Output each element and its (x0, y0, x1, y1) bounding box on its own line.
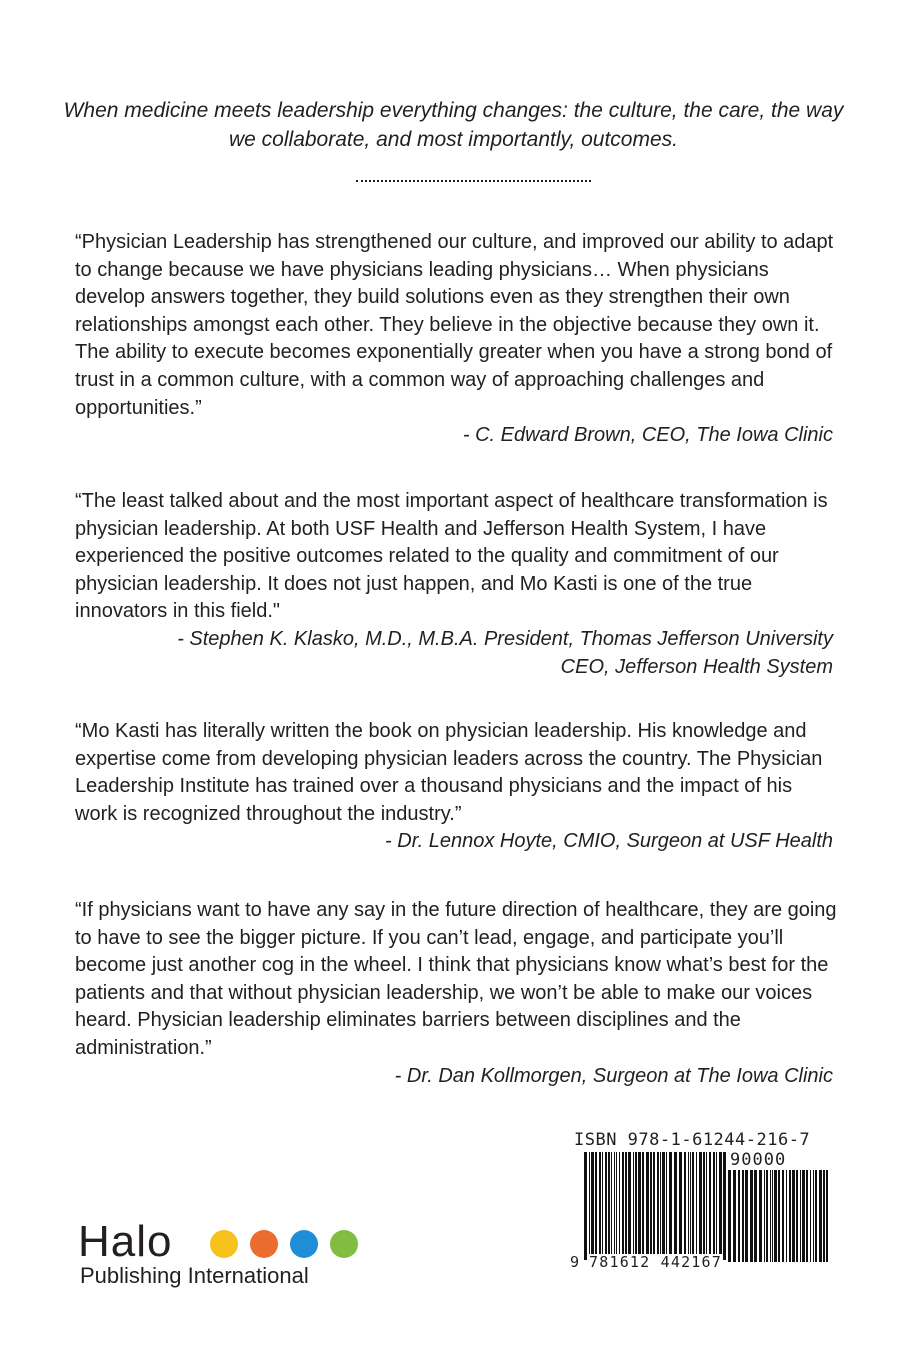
barcode-bar (690, 1152, 691, 1260)
barcode-bar (754, 1170, 757, 1262)
barcode-bar (819, 1170, 822, 1262)
publisher-name: Halo (78, 1217, 173, 1266)
barcode-bar (750, 1170, 753, 1262)
barcode-bar (684, 1152, 686, 1260)
barcode-bar (823, 1170, 825, 1262)
barcode-bar (589, 1152, 590, 1260)
barcode-bar (778, 1170, 780, 1262)
barcode-bar (608, 1152, 610, 1260)
barcode-bar (650, 1152, 652, 1260)
barcode-bar (622, 1152, 624, 1260)
addon-barcode-bars-icon (728, 1170, 828, 1262)
testimonial-text: “If physicians want to have any say in the future direction of healthcare, they are going to have to see the bigger picture. If you can’t lead, engage, and participate you’ll become just another cog in the wheel. I think that physicians know what’s best for the patients and that without physician leadership, we won’t be able to make our voices heard. Physician leadership eliminates barriers between disciplines and the administration.” (75, 899, 837, 1059)
ean-digits: 781612 442167 (589, 1253, 722, 1271)
price-code: 90000 (730, 1150, 787, 1170)
testimonial-attribution: - C. Edward Brown, CEO, The Iowa Clinic (462, 424, 833, 447)
barcode-bar (796, 1170, 798, 1262)
barcode-bar (813, 1170, 814, 1262)
barcode-bar (605, 1152, 607, 1260)
barcode-bar (759, 1170, 762, 1262)
testimonial-text: “Physician Leadership has strengthened our culture, and improved our ability to adapt to change because we have physicians leading physicians… When physicians develop answers together, they build solutions even as they strengthen their own relationships amongst each other. They believe in the objective because they own it. The ability to execute becomes exponentially greater when you have a strong bond of trust in a common culture, with a common way of approaching challenges and opportunities.” (75, 231, 834, 419)
tagline: When medicine meets leadership everything changes: the culture, the care, the way we collaborate, and most importantly, outcomes. (63, 99, 844, 151)
testimonial-attribution: - Dr. Lennox Hoyte, CMIO, Surgeon at USF Health (385, 830, 833, 853)
barcode-bar (723, 1152, 726, 1260)
testimonial-1 (75, 229, 837, 450)
dotted-divider (356, 180, 591, 182)
barcode-bar (660, 1152, 661, 1260)
barcode-bar (772, 1170, 773, 1262)
barcode-bar (688, 1152, 689, 1260)
publisher-logo (78, 1218, 378, 1290)
testimonial-text: “Mo Kasti has literally written the book on physician leadership. His knowledge and expertise come from developing physician leaders across the country. The Physician Leadership Institute has trained over a thousand physicians and the impact of his work is recognized throughout the industry.” (75, 720, 823, 825)
barcode-bar (614, 1152, 615, 1260)
barcode-bar (782, 1170, 784, 1262)
isbn-barcode (570, 1130, 832, 1270)
barcode-bar (646, 1152, 649, 1260)
barcode-bar (599, 1152, 601, 1260)
testimonial-attribution-line2: CEO, Jefferson Health System (560, 655, 833, 678)
barcode-bar (716, 1152, 717, 1260)
barcode-bar (616, 1152, 617, 1260)
barcode-bar (733, 1170, 736, 1262)
barcode-bar (679, 1152, 682, 1260)
barcode-bar (774, 1170, 777, 1262)
isbn-label: ISBN 978-1-61244-216-7 (574, 1130, 811, 1150)
testimonial-3 (75, 718, 837, 856)
barcode-bar (792, 1170, 795, 1262)
barcode-bar (770, 1170, 771, 1262)
ean-first-digit: 9 (570, 1253, 580, 1271)
barcode-bar (713, 1152, 715, 1260)
barcode-bar (619, 1152, 620, 1260)
barcode-bar (591, 1152, 594, 1260)
barcode-bar (595, 1152, 597, 1260)
barcode-bar (696, 1152, 697, 1260)
barcode-bar (745, 1170, 748, 1262)
logo-dot-blue-icon (290, 1230, 318, 1258)
barcode-bar (611, 1152, 612, 1260)
barcode-bar (764, 1170, 765, 1262)
barcode-bar (635, 1152, 637, 1260)
logo-dot-yellow-icon (210, 1230, 238, 1258)
barcode-bar (584, 1152, 587, 1260)
barcode-bar (633, 1152, 634, 1260)
publisher-subtitle: Publishing International (80, 1263, 309, 1288)
barcode-bar (669, 1152, 672, 1260)
barcode-bar (703, 1152, 705, 1260)
barcode-bar (674, 1152, 677, 1260)
barcode-bar (602, 1152, 603, 1260)
barcode-bar (719, 1152, 722, 1260)
testimonial-4 (75, 897, 837, 1090)
barcode-bars-icon (584, 1152, 726, 1260)
barcode-bar (806, 1170, 808, 1262)
testimonial-attribution: - Dr. Dan Kollmorgen, Surgeon at The Iowa Clinic (394, 1064, 833, 1087)
barcode-bar (789, 1170, 791, 1262)
testimonial-text: “The least talked about and the most important aspect of healthcare transformation is physician leadership. At both USF Health and Jefferson Health System, I have experienced the positive outcomes related to the quality and commitment of our physician leadership. It does not just happen, and Mo Kasti is one of the true innovators in this field." (75, 490, 828, 623)
testimonial-attribution: - Stephen K. Klasko, M.D., M.B.A. President, Thomas Jefferson University (177, 627, 833, 650)
barcode-bar (709, 1152, 711, 1260)
barcode-bar (766, 1170, 768, 1262)
barcode-bar (826, 1170, 828, 1262)
barcode-bar (638, 1152, 641, 1260)
barcode-bar (786, 1170, 787, 1262)
barcode-bar (815, 1170, 817, 1262)
barcode-bar (666, 1152, 667, 1260)
barcode-bar (653, 1152, 655, 1260)
barcode-bar (692, 1152, 694, 1260)
barcode-bar (800, 1170, 801, 1262)
barcode-bar (738, 1170, 740, 1262)
logo-dot-green-icon (330, 1230, 358, 1258)
barcode-bar (699, 1152, 702, 1260)
barcode-bar (728, 1170, 731, 1262)
barcode-bar (810, 1170, 811, 1262)
barcode-bar (628, 1152, 631, 1260)
barcode-bar (662, 1152, 665, 1260)
barcode-bar (742, 1170, 744, 1262)
barcode-bar (802, 1170, 805, 1262)
barcode-bar (642, 1152, 644, 1260)
barcode-bar (706, 1152, 707, 1260)
logo-dot-orange-icon (250, 1230, 278, 1258)
testimonial-2 (75, 488, 837, 681)
barcode-bar (657, 1152, 659, 1260)
barcode-bar (625, 1152, 627, 1260)
